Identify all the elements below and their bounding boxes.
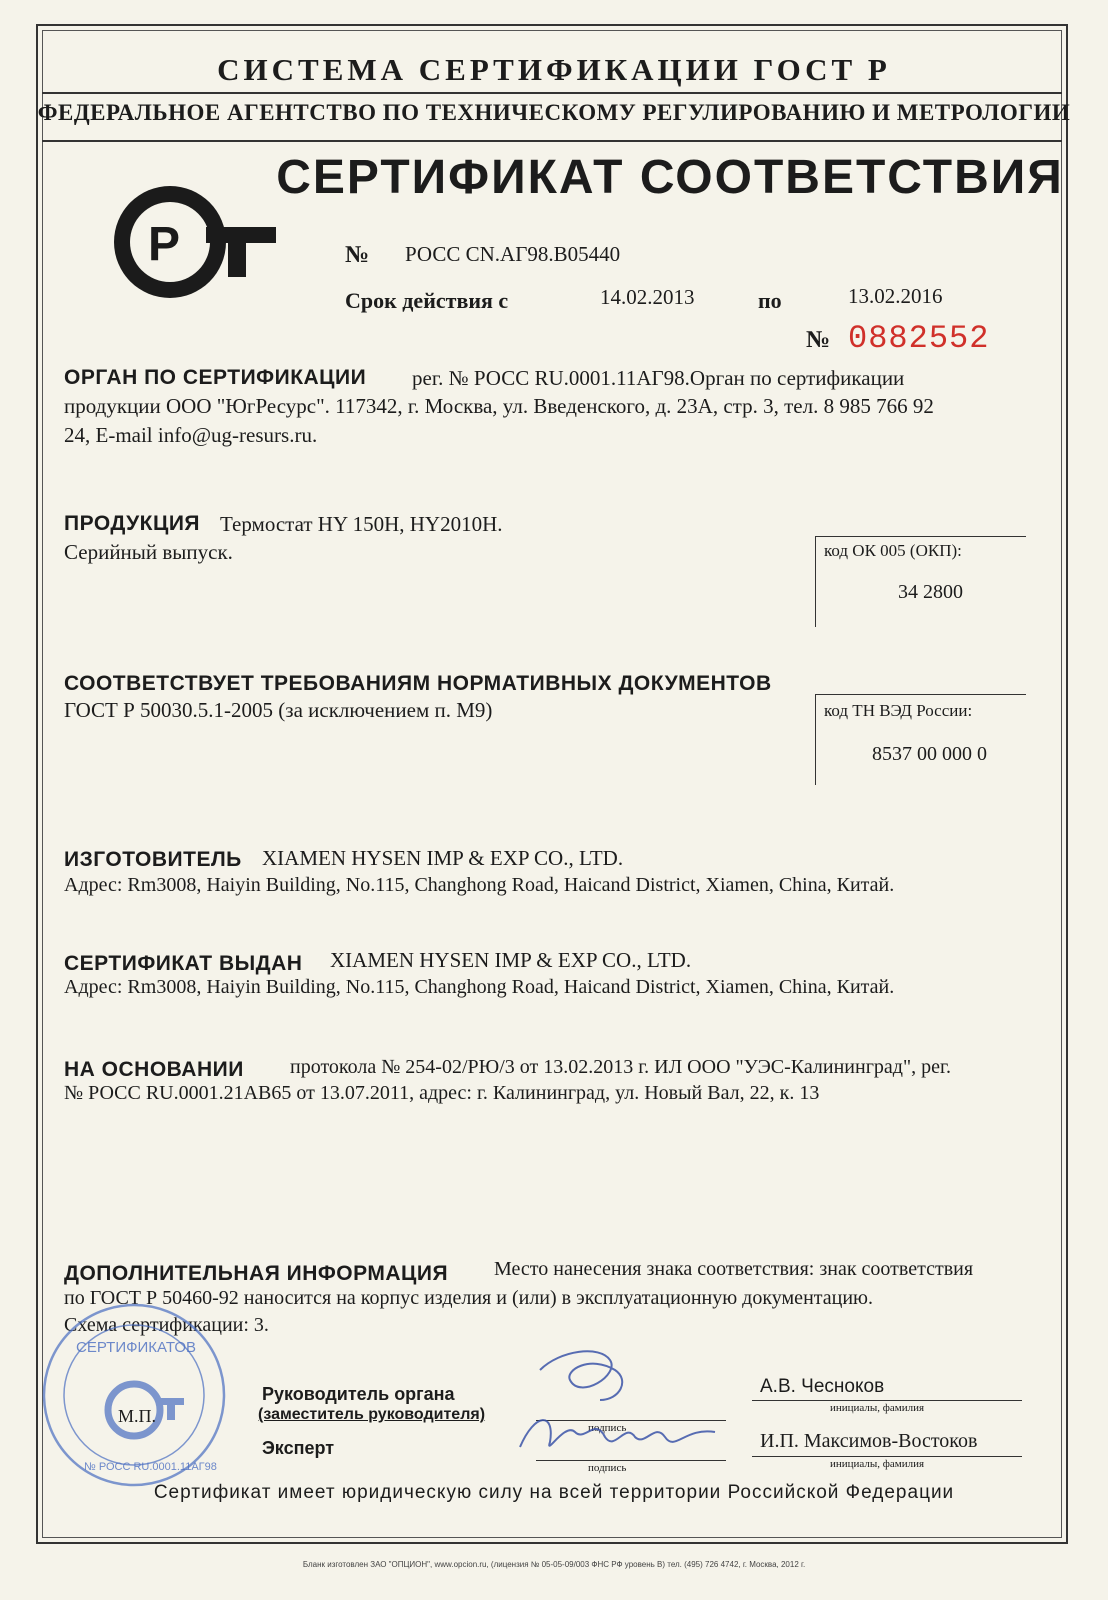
signature-caption: подпись xyxy=(588,1462,627,1474)
tnved-value: 8537 00 000 0 xyxy=(872,743,987,765)
certification-stamp xyxy=(24,1300,244,1495)
additional-line2: по ГОСТ Р 50460-92 наносится на корпус изделия и (или) в эксплуатационную документацию. xyxy=(64,1287,873,1309)
stamp-reg: № РОСС RU.0001.11АГ98 xyxy=(84,1461,217,1473)
okp-caption: код ОК 005 (ОКП): xyxy=(824,541,962,560)
tnved-caption: код ТН ВЭД России: xyxy=(824,701,973,720)
expert-label: Эксперт xyxy=(262,1438,335,1458)
header-divider xyxy=(42,92,1062,94)
deputy-label: (заместитель руководителя) xyxy=(258,1406,486,1423)
tnved-box xyxy=(815,694,1026,785)
stamp-text: СЕРТИФИКАТОВ xyxy=(76,1339,197,1356)
initials-caption: инициалы, фамилия xyxy=(830,1458,925,1470)
name-line xyxy=(752,1456,1022,1457)
header-divider xyxy=(42,140,1062,142)
organ-line3: 24, E-mail info@ug-resurs.ru. xyxy=(64,423,318,447)
name-line xyxy=(752,1400,1022,1401)
head-label: Руководитель органа xyxy=(262,1384,455,1404)
certificate-number: РОСС CN.АГ98.В05440 xyxy=(405,242,621,266)
manufacturer-address: Адрес: Rm3008, Haiyin Building, No.115, Changhong Road, Haicand District, Xiamen, China, Китай. xyxy=(64,874,895,896)
expert-name: И.П. Максимов-Востоков xyxy=(760,1430,978,1452)
serial-label: № xyxy=(806,327,831,353)
basis-line2: № РОСС RU.0001.21АВ65 от 13.07.2011, адрес: г. Калининград, ул. Новый Вал, 22, к. 13 xyxy=(64,1082,820,1104)
organ-line1: рег. № РОСС RU.0001.11АГ98.Орган по сертификации xyxy=(412,366,905,390)
serial-number: 0882552 xyxy=(848,320,990,357)
product-name: Термостат HY 150H, HY2010H. xyxy=(220,512,503,536)
okp-value: 34 2800 xyxy=(898,581,963,603)
svg-text:P: P xyxy=(148,218,181,271)
signature-caption: подпись xyxy=(588,1422,627,1434)
issued-to-name: XIAMEN HYSEN IMP & EXP CO., LTD. xyxy=(330,948,692,972)
valid-from: 14.02.2013 xyxy=(600,285,695,309)
certificate-title: СЕРТИФИКАТ СООТВЕТСТВИЯ xyxy=(276,151,1064,204)
basis-line1: протокола № 254-02/РЮ/3 от 13.02.2013 г. ИЛ ООО "УЭС-Калининград", рег. xyxy=(290,1056,951,1078)
manufacturer-name: XIAMEN HYSEN IMP & EXP CO., LTD. xyxy=(262,846,624,870)
manufacturer-label: ИЗГОТОВИТЕЛЬ xyxy=(64,848,242,871)
additional-line3: Схема сертификации: 3. xyxy=(64,1314,269,1336)
legal-validity-note: Сертификат имеет юридическую силу на всей территории Российской Федерации xyxy=(153,1482,955,1503)
okp-box xyxy=(815,536,1026,627)
until-label: по xyxy=(758,288,782,313)
basis-label: НА ОСНОВАНИИ xyxy=(64,1058,244,1081)
product-label: ПРОДУКЦИЯ xyxy=(64,512,201,535)
rst-logo xyxy=(108,182,278,307)
valid-to: 13.02.2016 xyxy=(848,284,943,308)
additional-label: ДОПОЛНИТЕЛЬНАЯ ИНФОРМАЦИЯ xyxy=(64,1262,449,1285)
number-label: № xyxy=(345,242,370,268)
organ-line2: продукции ООО "ЮгРесурс". 117342, г. Москва, ул. Введенского, д. 23А, стр. 3, тел. 8 985 766 92 xyxy=(64,394,934,418)
additional-line1: Место нанесения знака соответствия: знак соответствия xyxy=(494,1258,974,1280)
organ-label: ОРГАН ПО СЕРТИФИКАЦИИ xyxy=(64,366,367,389)
head-name: А.В. Чесноков xyxy=(760,1376,885,1397)
expert-signature xyxy=(515,1402,735,1467)
issued-to-address: Адрес: Rm3008, Haiyin Building, No.115, Changhong Road, Haicand District, Xiamen, China, Китай. xyxy=(64,976,895,998)
agency-title: ФЕДЕРАЛЬНОЕ АГЕНТСТВО ПО ТЕХНИЧЕСКОМУ РЕГУЛИРОВАНИЮ И МЕТРОЛОГИИ xyxy=(37,100,1071,125)
seal-place-mp: М.П. xyxy=(118,1406,157,1426)
initials-caption: инициалы, фамилия xyxy=(830,1402,925,1414)
product-series: Серийный выпуск. xyxy=(64,540,233,564)
conformity-label: СООТВЕТСТВУЕТ ТРЕБОВАНИЯМ НОРМАТИВНЫХ ДОКУМЕНТОВ xyxy=(64,672,772,695)
issued-to-label: СЕРТИФИКАТ ВЫДАН xyxy=(64,952,303,975)
conformity-standard: ГОСТ Р 50030.5.1-2005 (за исключением п. М9) xyxy=(64,698,493,722)
printer-imprint: Бланк изготовлен ЗАО "ОПЦИОН", www.opcion.ru, (лицензия № 05-05-09/003 ФНС РФ уровень В) тел. (495) 726 4742, г. Москва, 2012 г. xyxy=(302,1560,806,1569)
validity-label: Срок действия с xyxy=(345,288,509,313)
system-title: СИСТЕМА СЕРТИФИКАЦИИ ГОСТ Р xyxy=(217,52,891,87)
